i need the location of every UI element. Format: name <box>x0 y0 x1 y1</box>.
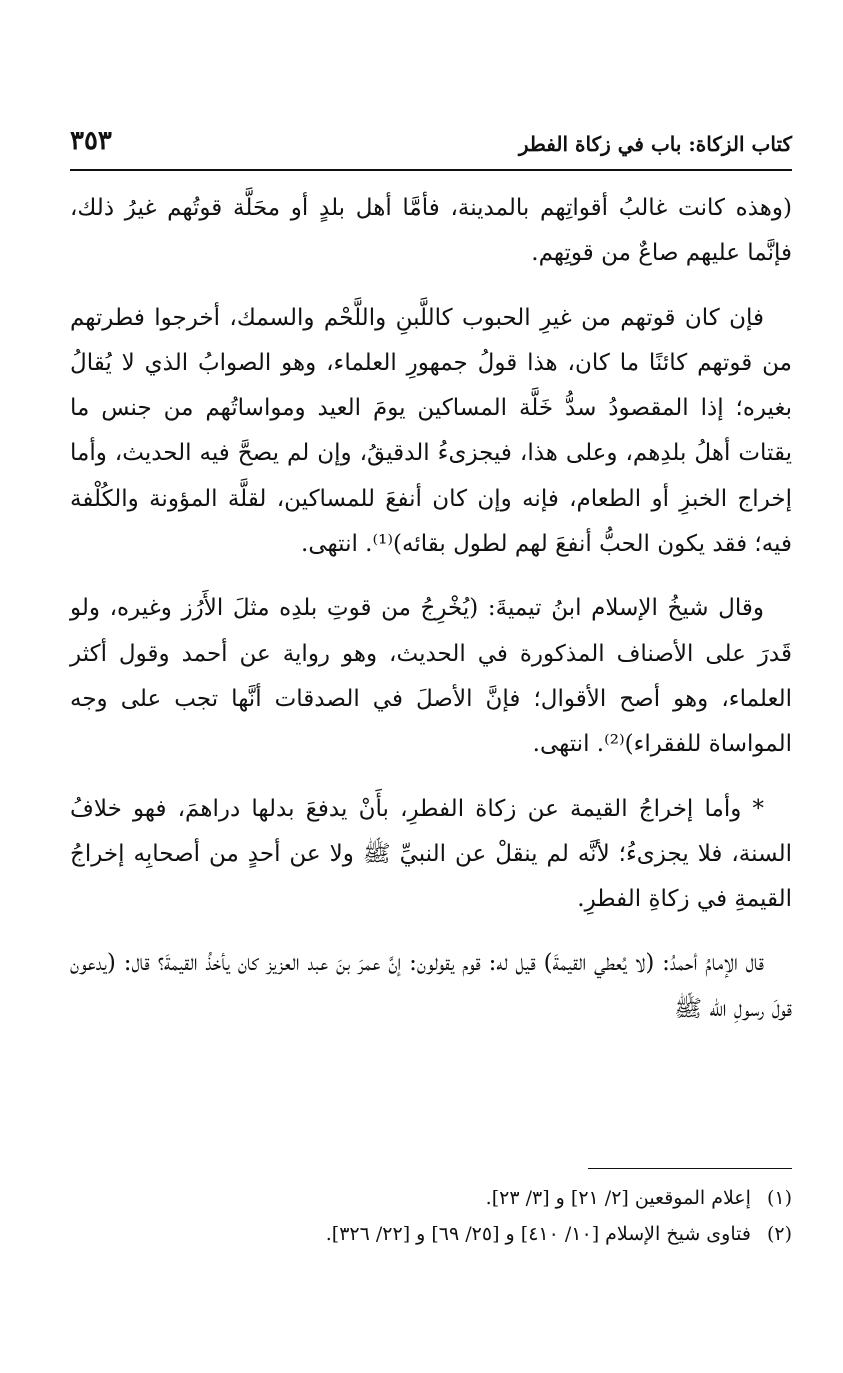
paragraph: وقال شيخُ الإسلام ابنُ تيميةَ: (يُخْرِجُ من قوتِ بلدِه مثلَ الأَرُز وغيره، ولو قَدرَ على الأصناف المذكورة في الحديث، وهو رواية عن أحمد وقول أكثر العلماء، وهو أصح الأقوال؛ فإنَّ الأصلَ في الصدقات أنَّها تجب على وجه المواساة للفقراء)⁽²⁾. انتهى. <box>70 595 792 758</box>
paragraph: قال الإمامُ أحمدُ: (لا يُعطي القيمةَ) قيل له: قوم يقولون: إنَّ عمرَ بنَ عبد العزيز كان يأخذُ القيمةَ؟ قال: (يدعون قولَ رسولِ الله ﷺ <box>70 950 792 1022</box>
header-divider <box>70 169 792 171</box>
footnote-text: إعلام الموقعين [٢/ ٢١] و [٣/ ٢٣]. <box>485 1187 751 1209</box>
footnotes <box>70 1180 792 1252</box>
footnote-divider <box>588 1168 792 1169</box>
page-header <box>70 126 792 166</box>
footnote-number: (٢) <box>766 1223 792 1245</box>
page-number: ٣٥٣ <box>70 126 112 156</box>
paragraph: (وهذه كانت غالبُ أقواتِهم بالمدينة، فأمَّا أهل بلدٍ أو محَلَّة قوتُهم غيرُ ذلك، فإنَّما عليهم صاعٌ من قوتِهم. <box>70 195 792 267</box>
footnote-text: فتاوى شيخ الإسلام [١٠/ ٤١٠] و [٢٥/ ٦٩] و [٢٢/ ٣٢٦]. <box>325 1223 751 1245</box>
paragraph: فإن كان قوتهم من غيرِ الحبوب كاللَّبنِ واللَّحْم والسمك، أخرجوا فطرتهم من قوتهم كائنًا ما كان، هذا قولُ جمهورِ العلماء، وهو الصوابُ الذي لا يُقالُ بغيره؛ إذا المقصودُ سدُّ خَلَّة المساكين يومَ العيد ومواساتُهم من جنس ما يقتات أهلُ بلدِهم، وعلى هذا، فيجزىءُ الدقيقُ، وإن لم يصحَّ فيه الحديث، وأما إخراج الخبزِ أو الطعام، فإنه وإن كان أنفعَ للمساكين، لقلَّة المؤونة والكُلْفة فيه؛ فقد يكون الحبُّ أنفعَ لهم لطول بقائه)⁽¹⁾. انتهى. <box>70 304 792 558</box>
main-text <box>70 186 792 1032</box>
running-title: كتاب الزكاة: باب في زكاة الفطر <box>518 132 792 156</box>
footnote-item <box>70 1216 792 1252</box>
paragraph: * وأما إخراجُ القيمة عن زكاة الفطرِ، بأَنْ يدفعَ بدلها دراهمَ، فهو خلافُ السنة، فلا يجزىءُ؛ لأنَّه لم ينقلْ عن النبيِّ ﷺ ولا عن أحدٍ من أصحابِه إخراجُ القيمةِ في زكاةِ الفطرِ. <box>70 795 792 913</box>
footnote-item <box>70 1180 792 1216</box>
footnote-number: (١) <box>766 1187 792 1209</box>
